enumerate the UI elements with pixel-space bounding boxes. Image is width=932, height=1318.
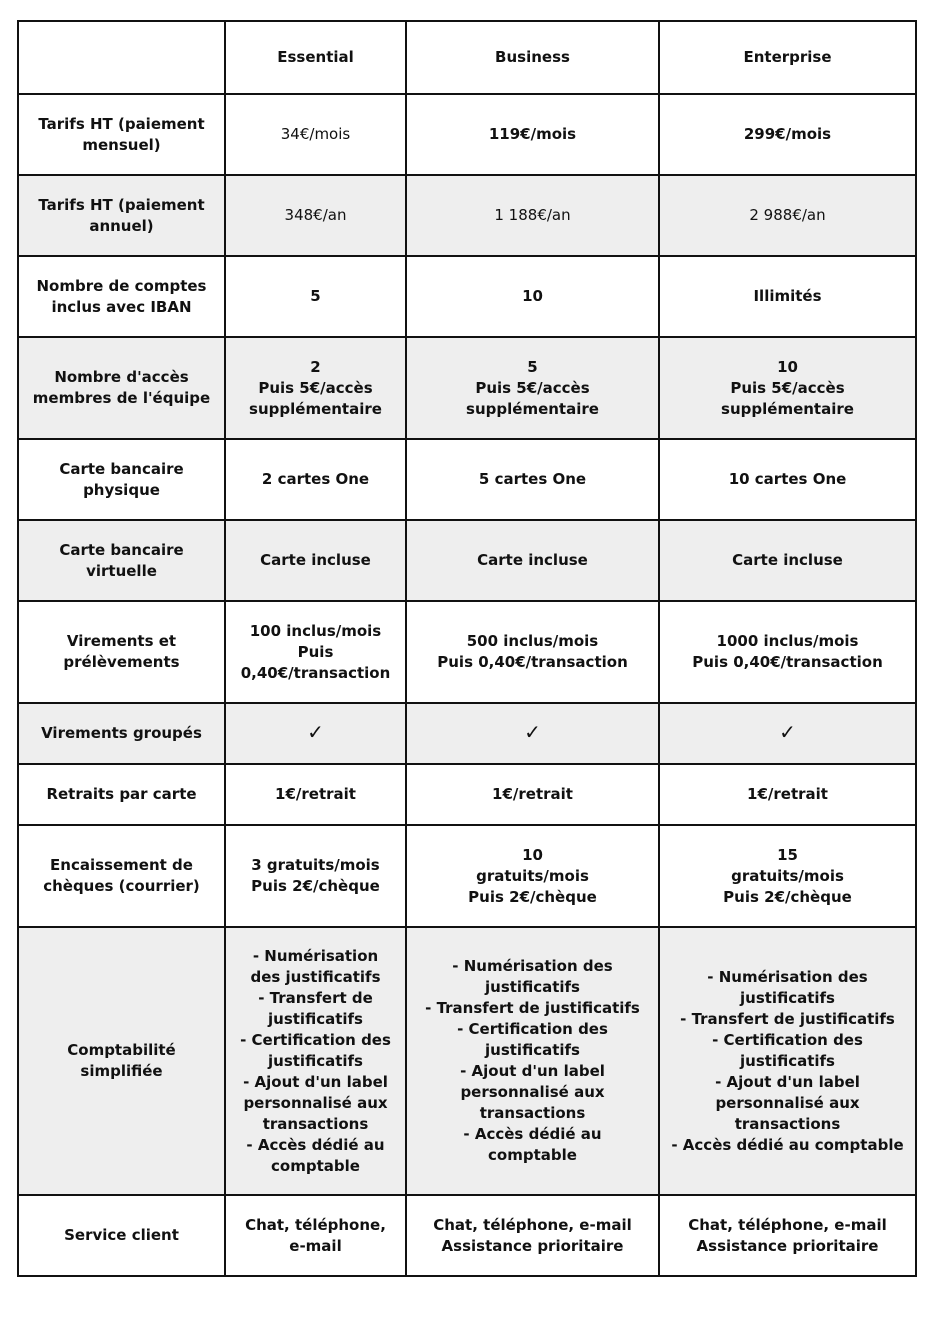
cell-enterprise [659,601,916,703]
cell-essential [225,825,406,927]
cell-line: 10 [777,357,798,376]
cell-business [406,337,659,439]
cell-line: - Accès dédié au comptable [246,1135,385,1175]
cell-line: Chat, téléphone, e-mail [433,1215,632,1234]
row-label: Nombre d'accès membres de l'équipe [18,337,225,439]
cell-line: 10 [522,845,543,864]
cell-enterprise: Carte incluse [659,520,916,601]
table-row [18,175,916,256]
header-row [18,21,916,94]
cell-line: Assistance prioritaire [441,1236,624,1255]
cell-line: Puis 2€/chèque [468,887,597,906]
row-label: Service client [18,1195,225,1276]
row-label: Comptabilité simplifiée [18,927,225,1195]
cell-business [406,703,659,764]
cell-essential [225,927,406,1195]
cell-essential [225,337,406,439]
row-label: Encaissement de chèques (courrier) [18,825,225,927]
cell-business [406,825,659,927]
cell-business [406,927,659,1195]
cell-line: Puis 5€/accès supplémentaire [249,378,382,418]
cell-line: Assistance prioritaire [696,1236,879,1255]
row-label: Tarifs HT (paiement mensuel) [18,94,225,175]
plan-essential-header: Essential [225,21,406,94]
checkmark-icon: ✓ [307,720,324,744]
cell-line: - Accès dédié au comptable [463,1125,602,1164]
cell-essential: Carte incluse [225,520,406,601]
table-row [18,703,916,764]
table-row [18,927,916,1195]
cell-business: 5 cartes One [406,439,659,520]
table-row [18,601,916,703]
cell-line: - Transfert de justificatifs [680,1009,895,1028]
cell-line: - Ajout d'un label personnalisé aux transactions [243,1072,388,1133]
cell-line: gratuits/mois [731,866,844,885]
cell-line: - Numérisation des justificatifs [452,957,613,996]
cell-line: - Certification des justificatifs [712,1030,863,1070]
cell-line: Puis 0,40€/transaction [692,653,883,671]
cell-essential: 2 cartes One [225,439,406,520]
cell-business: 1 188€/an [406,175,659,256]
table-row [18,94,916,175]
row-label: Retraits par carte [18,764,225,825]
cell-essential: 348€/an [225,175,406,256]
table-row [18,825,916,927]
table-row [18,337,916,439]
cell-line: Puis 5€/accès supplémentaire [466,378,599,418]
cell-line: - Certification des justificatifs [457,1020,608,1059]
cell-essential: 1€/retrait [225,764,406,825]
cell-line: 3 gratuits/mois [251,856,380,874]
cell-line: - Numérisation des justificatifs [250,946,381,986]
plan-business-header: Business [406,21,659,94]
table-row [18,439,916,520]
cell-business [406,1195,659,1276]
cell-enterprise: 299€/mois [659,94,916,175]
cell-line: 100 inclus/mois [249,621,382,640]
cell-essential [225,703,406,764]
table-row [18,520,916,601]
table-row [18,256,916,337]
table-body [18,94,916,1276]
cell-line: Chat, téléphone, e-mail [688,1215,887,1234]
checkmark-icon: ✓ [779,720,796,744]
table-row [18,764,916,825]
cell-enterprise [659,825,916,927]
cell-line: - Transfert de justificatifs [425,999,640,1017]
cell-line: - Accès dédié au comptable [671,1135,904,1154]
cell-line: 500 inclus/mois [466,632,599,650]
cell-business: 119€/mois [406,94,659,175]
cell-enterprise: 10 cartes One [659,439,916,520]
cell-line: - Numérisation des justificatifs [707,967,868,1007]
cell-business: Carte incluse [406,520,659,601]
cell-essential [225,601,406,703]
cell-line: Puis 2€/chèque [251,877,380,895]
cell-essential: 34€/mois [225,94,406,175]
corner-cell [18,21,225,94]
row-label: Carte bancaire virtuelle [18,520,225,601]
row-label: Tarifs HT (paiement annuel) [18,175,225,256]
cell-line: Puis 5€/accès supplémentaire [721,378,854,418]
cell-line: 15 [777,845,798,864]
cell-enterprise [659,703,916,764]
cell-business [406,601,659,703]
table-row [18,1195,916,1276]
row-label: Virements et prélèvements [18,601,225,703]
cell-line: 1000 inclus/mois [716,632,859,650]
cell-line: Puis 0,40€/transaction [437,653,628,671]
cell-essential: 5 [225,256,406,337]
cell-line: Chat, téléphone, e-mail [245,1215,386,1255]
checkmark-icon: ✓ [524,720,541,744]
cell-business: 10 [406,256,659,337]
cell-enterprise [659,337,916,439]
cell-enterprise [659,927,916,1195]
cell-enterprise: 2 988€/an [659,175,916,256]
row-label: Carte bancaire physique [18,439,225,520]
cell-business: 1€/retrait [406,764,659,825]
cell-line: gratuits/mois [476,866,589,885]
pricing-table [17,20,917,1277]
cell-line: Puis 2€/chèque [723,887,852,906]
cell-line: - Ajout d'un label personnalisé aux transactions [715,1072,860,1133]
cell-essential [225,1195,406,1276]
cell-line: 2 [310,357,321,376]
cell-enterprise: 1€/retrait [659,764,916,825]
row-label: Nombre de comptes inclus avec IBAN [18,256,225,337]
cell-line: - Transfert de justificatifs [258,988,373,1028]
cell-line: 5 [527,357,538,376]
cell-enterprise [659,1195,916,1276]
plan-enterprise-header: Enterprise [659,21,916,94]
row-label: Virements groupés [18,703,225,764]
cell-line: - Ajout d'un label personnalisé aux transactions [460,1062,605,1122]
cell-line: - Certification des justificatifs [240,1030,391,1070]
cell-enterprise: Illimités [659,256,916,337]
cell-line: Puis 0,40€/transaction [240,642,391,682]
